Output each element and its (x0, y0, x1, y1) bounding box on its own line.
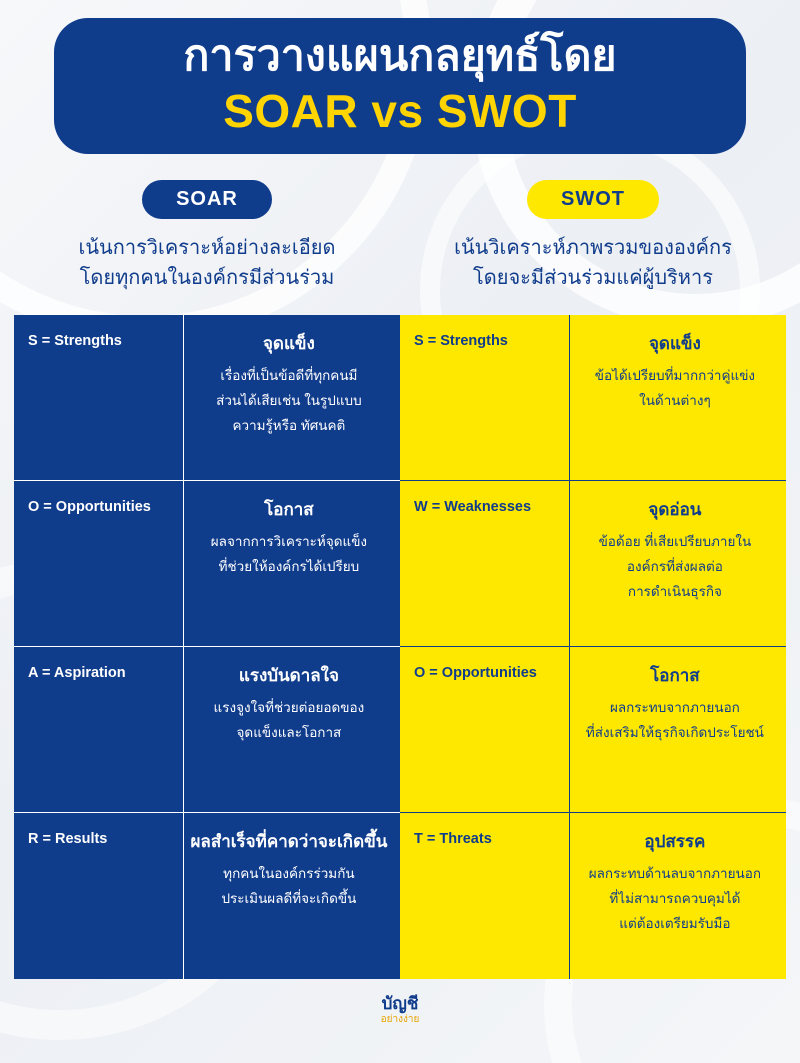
soar-row-title: ผลสำเร็จที่คาดว่าจะเกิดขึ้น (190, 831, 388, 851)
swot-row-content (570, 647, 786, 812)
swot-table (400, 315, 786, 979)
swot-row-key: W = Weaknesses (400, 481, 570, 646)
swot-row-title: จุดอ่อน (648, 499, 702, 519)
soar-row-desc-line: ความรู้หรือ ทัศนคติ (232, 418, 346, 434)
table-row (400, 481, 786, 647)
soar-row-desc (190, 364, 388, 439)
soar-row-desc-line: จุดแข็งและโอกาส (236, 725, 342, 741)
soar-row-key: A = Aspiration (14, 647, 184, 812)
swot-row-desc-line: ที่ส่งเสริมให้ธุรกิจเกิดประโยชน์ (585, 725, 764, 741)
soar-description (14, 233, 400, 293)
swot-row-title: โอกาส (650, 665, 700, 685)
soar-description-line-1: เน้นการวิเคราะห์อย่างละเอียด (78, 236, 336, 259)
page-subtitle: SOAR vs SWOT (223, 85, 577, 138)
swot-row-desc (576, 696, 774, 746)
swot-badge: SWOT (527, 180, 659, 219)
swot-row-desc (576, 862, 774, 937)
soar-row-desc-line: เรื่องที่เป็นข้อดีที่ทุกคนมี (220, 368, 358, 384)
swot-row-desc-line: ผลกระทบจากภายนอก (609, 700, 740, 716)
table-row (400, 813, 786, 979)
soar-row-desc-line: ทุกคนในองค์กรร่วมกัน (223, 866, 355, 882)
swot-row-desc-line: ที่ไม่สามารถควบคุมได้ (609, 891, 741, 907)
column-headers (0, 180, 800, 293)
soar-column-header (14, 180, 400, 293)
soar-row-desc-line: ผลจากการวิเคราะห์จุดแข็ง (210, 534, 368, 550)
table-row (400, 315, 786, 481)
table-row (400, 647, 786, 813)
soar-row-title: จุดแข็ง (262, 333, 315, 353)
soar-row-desc (190, 530, 388, 580)
soar-row-key: S = Strengths (14, 315, 184, 480)
swot-row-content (570, 813, 786, 979)
soar-row-title: โอกาส (264, 499, 314, 519)
soar-table (14, 315, 400, 979)
swot-row-desc-line: ข้อด้อย ที่เสียเปรียบภายใน (598, 534, 752, 550)
soar-badge: SOAR (142, 180, 272, 219)
footer-logo-sub: อย่างง่าย (380, 1013, 420, 1025)
swot-row-key: T = Threats (400, 813, 570, 979)
page-title: การวางแผนกลยุทธ์โดย (183, 32, 617, 80)
swot-row-content (570, 481, 786, 646)
swot-row-desc-line: ข้อได้เปรียบที่มากกว่าคู่แข่ง (594, 368, 756, 384)
swot-row-key: S = Strengths (400, 315, 570, 480)
comparison-table (14, 315, 786, 979)
soar-row-content (184, 481, 400, 646)
soar-row-desc-line: ที่ช่วยให้องค์กรได้เปรียบ (218, 559, 360, 575)
swot-row-title: จุดแข็ง (648, 333, 701, 353)
swot-row-key: O = Opportunities (400, 647, 570, 812)
swot-row-desc-line: ผลกระทบด้านลบจากภายนอก (588, 866, 762, 882)
swot-row-desc-line: แต่ต้องเตรียมรับมือ (619, 916, 731, 932)
swot-column-header (400, 180, 786, 293)
footer-logo (0, 995, 800, 1026)
soar-row-desc (190, 862, 388, 912)
soar-row-desc-line: ประเมินผลดีที่จะเกิดขึ้น (221, 891, 357, 907)
swot-row-desc-line: การดำเนินธุรกิจ (627, 584, 722, 600)
soar-row-content (184, 813, 400, 979)
soar-row-title: แรงบันดาลใจ (238, 665, 339, 685)
swot-row-desc (576, 364, 774, 414)
table-row (14, 813, 400, 979)
soar-row-key: R = Results (14, 813, 184, 979)
swot-row-desc-line: ในด้านต่างๆ (639, 393, 711, 409)
soar-row-desc-line: แรงจูงใจที่ช่วยต่อยอดของ (213, 700, 365, 716)
swot-row-title: อุปสรรค (644, 831, 706, 851)
soar-row-desc (190, 696, 388, 746)
swot-row-desc-line: องค์กรที่ส่งผลต่อ (626, 559, 723, 575)
swot-description (400, 233, 786, 293)
swot-description-line-2: โดยจะมีส่วนร่วมแค่ผู้บริหาร (473, 266, 713, 289)
soar-row-desc-line: ส่วนได้เสียเช่น ในรูปแบบ (216, 393, 362, 409)
footer-logo-main: บัญชี (381, 993, 419, 1013)
table-row (14, 647, 400, 813)
soar-row-content (184, 315, 400, 480)
soar-row-key: O = Opportunities (14, 481, 184, 646)
table-row (14, 315, 400, 481)
swot-description-line-1: เน้นวิเคราะห์ภาพรวมขององค์กร (454, 236, 732, 259)
soar-row-content (184, 647, 400, 812)
swot-row-desc (576, 530, 774, 605)
poster-header (54, 18, 746, 154)
table-row (14, 481, 400, 647)
swot-row-content (570, 315, 786, 480)
soar-description-line-2: โดยทุกคนในองค์กรมีส่วนร่วม (79, 266, 335, 289)
